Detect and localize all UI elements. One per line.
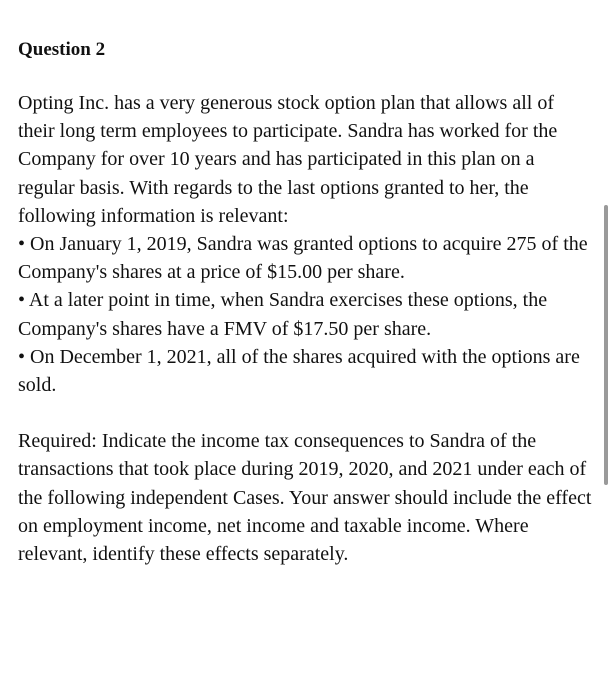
question-intro: Opting Inc. has a very generous stock option plan that allows all of their long term employees to participate. Sandra has worked for the Company for over 10 years and has participated in this plan on a regular basis. With regards to the last options granted to her, the following information is relevant: xyxy=(18,92,558,227)
fact-exercise: • At a later point in time, when Sandra exercises these options, the Company's shares have a FMV of $17.50 per share. xyxy=(18,289,548,340)
fact-sale: • On December 1, 2021, all of the shares acquired with the options are sold. xyxy=(18,345,580,397)
vertical-scrollbar[interactable] xyxy=(604,205,608,485)
paragraph-gap xyxy=(18,399,593,427)
fact-grant: • On January 1, 2019, Sandra was granted options to acquire 275 of the Company's shares at a price of $15.00 per share. xyxy=(18,233,588,284)
question-content xyxy=(18,38,593,568)
facts-list xyxy=(18,230,593,399)
question-title: Question 2 xyxy=(18,39,106,60)
required-instructions: Required: Indicate the income tax consequences to Sandra of the transactions that took place during 2019, 2020, and 2021 under each of the following independent Cases. Your answer should include the effect on employment income, net income and taxable income. Where relevant, identify these effects separately. xyxy=(18,430,592,566)
